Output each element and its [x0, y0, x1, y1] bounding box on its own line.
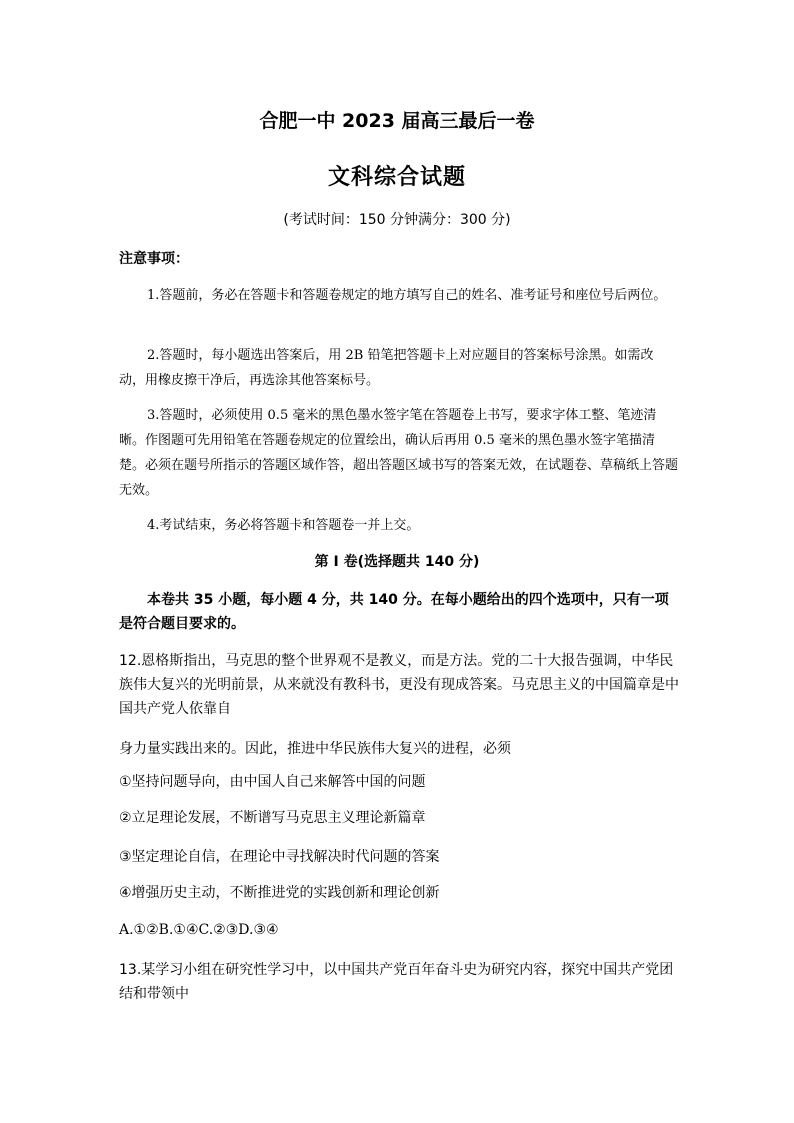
notice-item-1: 1.答题前，务必在答题卡和答题卷规定的地方填写自己的姓名、准考证号和座位号后两位。 [147, 288, 667, 303]
section-title: 第 I 卷(选择题共 140 分) [314, 554, 480, 570]
exam-title: 文科综合试题 [327, 165, 466, 190]
exam-info: (考试时间：150 分钟满分：300 分) [283, 212, 511, 228]
question-12-option-4: ④增强历史主动，不断推进党的实践创新和理论创新 [119, 885, 440, 901]
section-instruction: 本卷共 35 小题，每小题 4 分，共 140 分。在每小题给出的四个选项中，只有一项是符合题目要求的。 [119, 592, 669, 632]
notice-item-3: 3.答题时，必须使用 0.5 毫米的黑色墨水签字笔在答题卷上书写，要求字体工整、笔迹清晰。作图题可先用铅笔在答题卷规定的位置绘出，确认后再用 0.5 毫米的黑色墨水签字笔描清楚。必须在题号所指示的答题区域作答，超出答题区域书写的答案无效，在试题卷、草稿纸上答题无效。 [119, 408, 679, 498]
question-12-stem-continued: 身力量实践出来的。因此，推进中华民族伟大复兴的进程，必须 [119, 741, 511, 757]
question-12-option-3: ③坚定理论自信，在理论中寻找解决时代问题的答案 [119, 849, 440, 865]
question-12-option-1: ①坚持问题导向，由中国人自己来解答中国的问题 [119, 774, 426, 790]
question-12-option-2: ②立足理论发展，不断谱写马克思主义理论新篇章 [119, 810, 426, 826]
question-12-answers: A.①②B.①④C.②③D.③④ [119, 922, 279, 938]
question-13-stem: 13.某学习小组在研究性学习中，以中国共产党百年奋斗史为研究内容，探究中国共产党团结和带领中 [119, 962, 674, 1002]
school-title: 合肥一中 2023 届高三最后一卷 [259, 110, 535, 132]
notice-item-4: 4.考试结束，务必将答题卡和答题卷一并上交。 [147, 518, 420, 533]
notice-heading: 注意事项： [119, 251, 189, 267]
question-12-stem: 12.恩格斯指出，马克思的整个世界观不是教义，而是方法。党的二十大报告强调，中华民族伟大复兴的光明前景，从来就没有教科书，更没有现成答案。马克思主义的中国篇章是中国共产党人依靠自 [119, 653, 679, 717]
notice-item-2: 2.答题时，每小题选出答案后，用 2B 铅笔把答题卡上对应题目的答案标号涂黑。如需改动，用橡皮擦干净后，再选涂其他答案标号。 [119, 348, 654, 388]
